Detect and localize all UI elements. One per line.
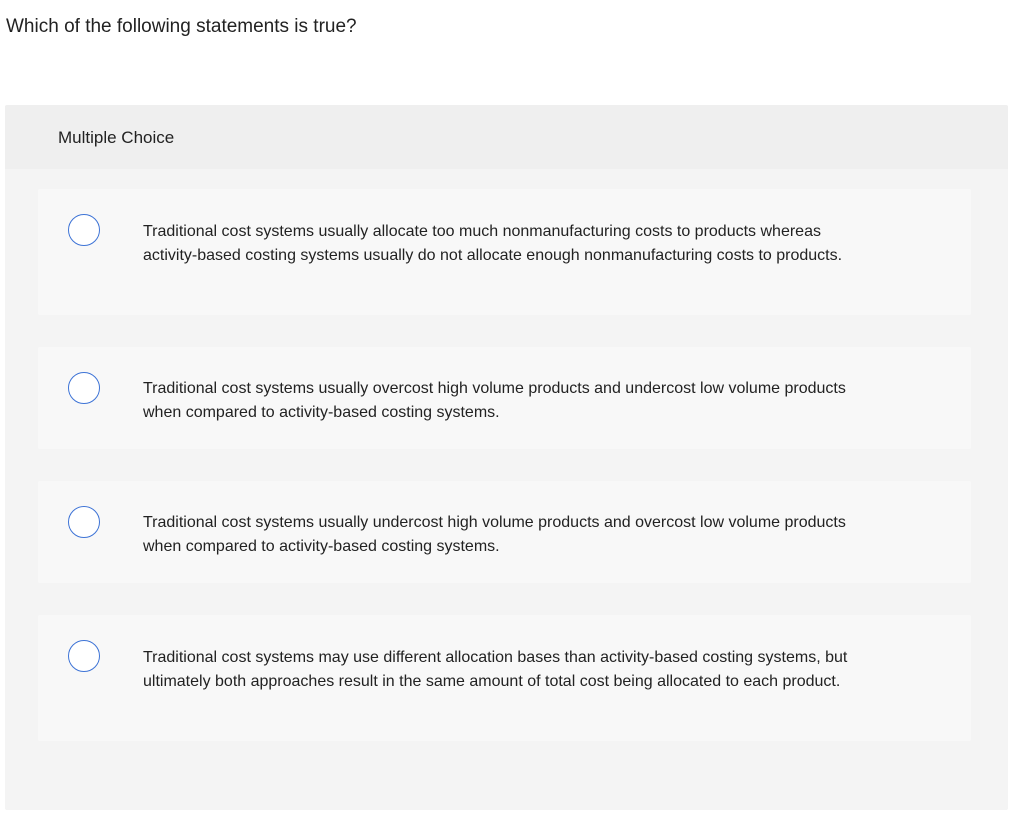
radio-button-1[interactable]	[68, 214, 100, 246]
choice-option-4[interactable]	[38, 615, 971, 741]
choice-option-2[interactable]	[38, 347, 971, 449]
choice-option-3[interactable]	[38, 481, 971, 583]
multiple-choice-panel	[5, 105, 1008, 810]
radio-button-3[interactable]	[68, 506, 100, 538]
choice-label-1: Traditional cost systems usually allocate too much nonmanufacturing costs to products whereas activity-based costing systems usually do not allocate enough nonmanufacturing costs to products.	[143, 223, 843, 264]
radio-button-4[interactable]	[68, 640, 100, 672]
question-text: Which of the following statements is true?	[6, 16, 357, 37]
radio-button-2[interactable]	[68, 372, 100, 404]
panel-title: Multiple Choice	[58, 128, 175, 147]
choice-option-1[interactable]	[38, 189, 971, 315]
choice-label-3: Traditional cost systems usually undercost high volume products and overcost low volume products when compared to activity-based costing systems.	[143, 514, 846, 555]
panel-header	[5, 105, 1008, 169]
choice-label-2: Traditional cost systems usually overcost high volume products and undercost low volume products when compared to activity-based costing systems.	[143, 380, 846, 421]
choice-label-4: Traditional cost systems may use different allocation bases than activity-based costing systems, but ultimately both approaches result in the same amount of total cost being allocated to each product.	[143, 649, 848, 690]
